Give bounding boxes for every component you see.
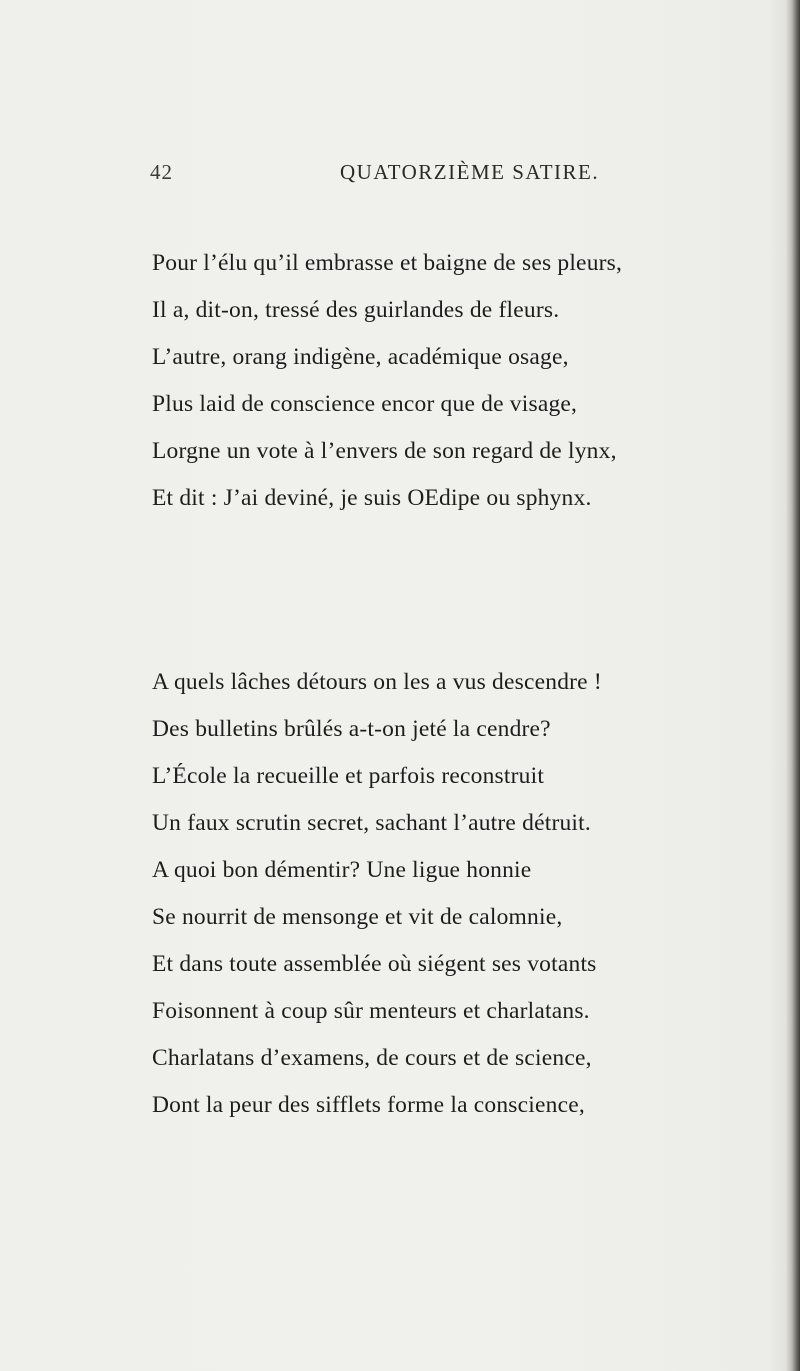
verse-line: Se nourrit de mensonge et vit de calomnie,	[152, 904, 563, 930]
verse-line: L’École la recueille et parfois reconstruit	[152, 763, 545, 789]
verse-line: Charlatans d’examens, de cours et de science,	[152, 1045, 592, 1071]
stanza-1	[152, 240, 712, 522]
verse-line: Il a, dit-on, tressé des guirlandes de fleurs.	[152, 297, 560, 323]
verse-line: Et dans toute assemblée où siégent ses votants	[152, 951, 597, 977]
verse-line: Pour l’élu qu’il embrasse et baigne de ses pleurs,	[152, 250, 623, 276]
stanza-2	[152, 659, 712, 1129]
verse-line: Des bulletins brûlés a-t-on jeté la cendre?	[152, 716, 551, 742]
verse-line: Lorgne un vote à l’envers de son regard de lynx,	[152, 438, 617, 464]
running-title: QUATORZIÈME SATIRE.	[340, 160, 600, 184]
verse-line: Et dit : J’ai deviné, je suis OEdipe ou sphynx.	[152, 485, 592, 511]
verse-line: A quoi bon démentir? Une ligue honnie	[152, 857, 532, 883]
verse-line: L’autre, orang indigène, académique osage,	[152, 344, 569, 370]
verse-line: A quels lâches détours on les a vus descendre !	[152, 669, 602, 695]
page-number: 42	[150, 160, 173, 184]
verse-line: Plus laid de conscience encor que de visage,	[152, 391, 578, 417]
page-edge-shadow	[786, 0, 800, 1371]
page-header	[150, 160, 650, 190]
verse-line: Un faux scrutin secret, sachant l’autre détruit.	[152, 810, 591, 836]
verse-line: Foisonnent à coup sûr menteurs et charlatans.	[152, 998, 590, 1024]
verse-line: Dont la peur des sifflets forme la conscience,	[152, 1092, 585, 1118]
